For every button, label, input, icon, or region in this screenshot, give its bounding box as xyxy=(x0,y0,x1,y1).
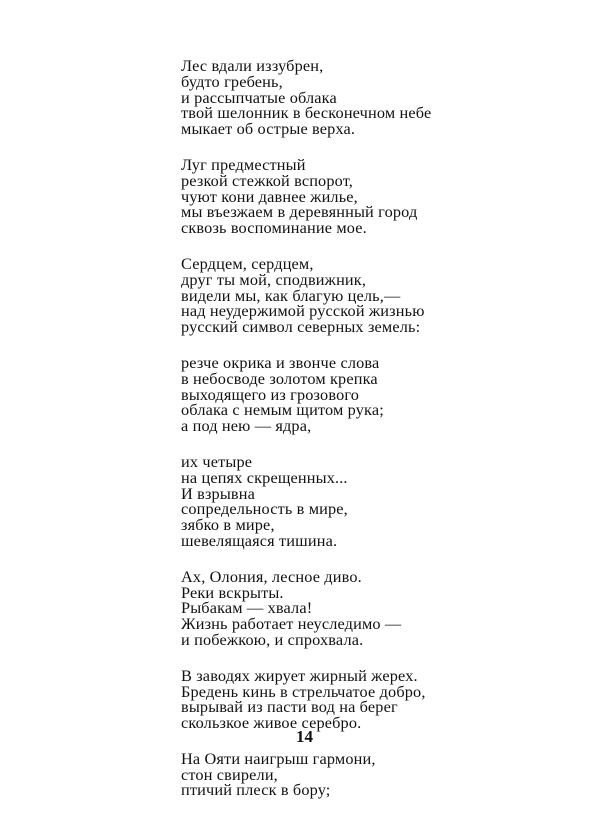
stanza-1 xyxy=(181,58,581,137)
page-number: 14 xyxy=(296,727,313,746)
poem-line: Бредень кинь в стрельчатое добро, xyxy=(181,681,426,701)
poem-line: и рассыпчатые облака xyxy=(181,87,337,107)
poem-line: стон свирели, xyxy=(181,764,278,784)
poem-line: сквозь воспоминание мое. xyxy=(181,218,367,238)
poem-line: в небосводе золотом крепка xyxy=(181,368,378,388)
poem-line: Рыбакам — хвала! xyxy=(181,598,313,618)
poem-line: друг ты мой, сподвижник, xyxy=(181,269,367,289)
stanza-3 xyxy=(181,253,581,337)
poem-line: сопредельность в мире, xyxy=(181,499,348,519)
poem-line: их четыре xyxy=(181,451,253,471)
poem-line: твой шелонник в бесконечном небе xyxy=(181,103,432,123)
poem-line: и побежкою, и спрохвала. xyxy=(181,629,364,649)
poem-line: В заводях жирует жирный жерех. xyxy=(181,665,418,685)
stanza-5 xyxy=(181,451,581,550)
poem-line: Жизнь работает неуследимо — xyxy=(181,614,402,634)
poem-line: а под нею — ядра, xyxy=(181,416,312,436)
poem-line: мы въезжаем в деревянный город xyxy=(181,202,418,222)
poem-line: видели мы, как благую цель,— xyxy=(181,285,401,305)
poem-line: мыкает об острые верха. xyxy=(181,119,356,139)
poem-line: Сердцем, сердцем, xyxy=(181,253,314,273)
stanza-7 xyxy=(181,665,581,733)
stanza-2 xyxy=(181,154,581,238)
poem-line: резкой стежкой вспорот, xyxy=(181,170,353,190)
poem-line: Ах, Олония, лесное диво. xyxy=(181,566,362,586)
poem-line: птичий плеск в бору; xyxy=(181,780,331,800)
poem-line: на цепях скрещенных... xyxy=(181,467,348,487)
poem-line: облака с немым щитом рука; xyxy=(181,400,384,420)
poem-line: Лес вдали иззубрен, xyxy=(181,56,324,75)
poem-line: вырывай из пасти вод на берег xyxy=(181,697,398,717)
poem-line: шевелящаяся тишина. xyxy=(181,530,338,550)
poem-line: будто гребень, xyxy=(181,71,283,91)
poem-line: резче окрика и звонче слова xyxy=(181,352,380,372)
poem-line: скользкое живое серебро. xyxy=(181,713,362,733)
poem-line: чуют кони давнее жилье, xyxy=(181,186,358,206)
stanza-8 xyxy=(181,748,581,800)
poem-line: На Ояти наигрыш гармони, xyxy=(181,748,376,768)
poem-line: Реки вскрыты. xyxy=(181,582,284,602)
poem-line: И взрывна xyxy=(181,483,256,503)
poem-line: русский символ северных земель: xyxy=(181,317,421,337)
stanza-6 xyxy=(181,566,581,649)
poem-line: выходящего из грозового xyxy=(181,384,360,404)
stanza-4 xyxy=(181,352,581,436)
poem-body xyxy=(181,58,581,818)
poem-line: зябко в мире, xyxy=(181,515,275,535)
poem-line: над неудержимой русской жизнью xyxy=(181,301,425,321)
poem-line: Луг предместный xyxy=(181,154,306,174)
